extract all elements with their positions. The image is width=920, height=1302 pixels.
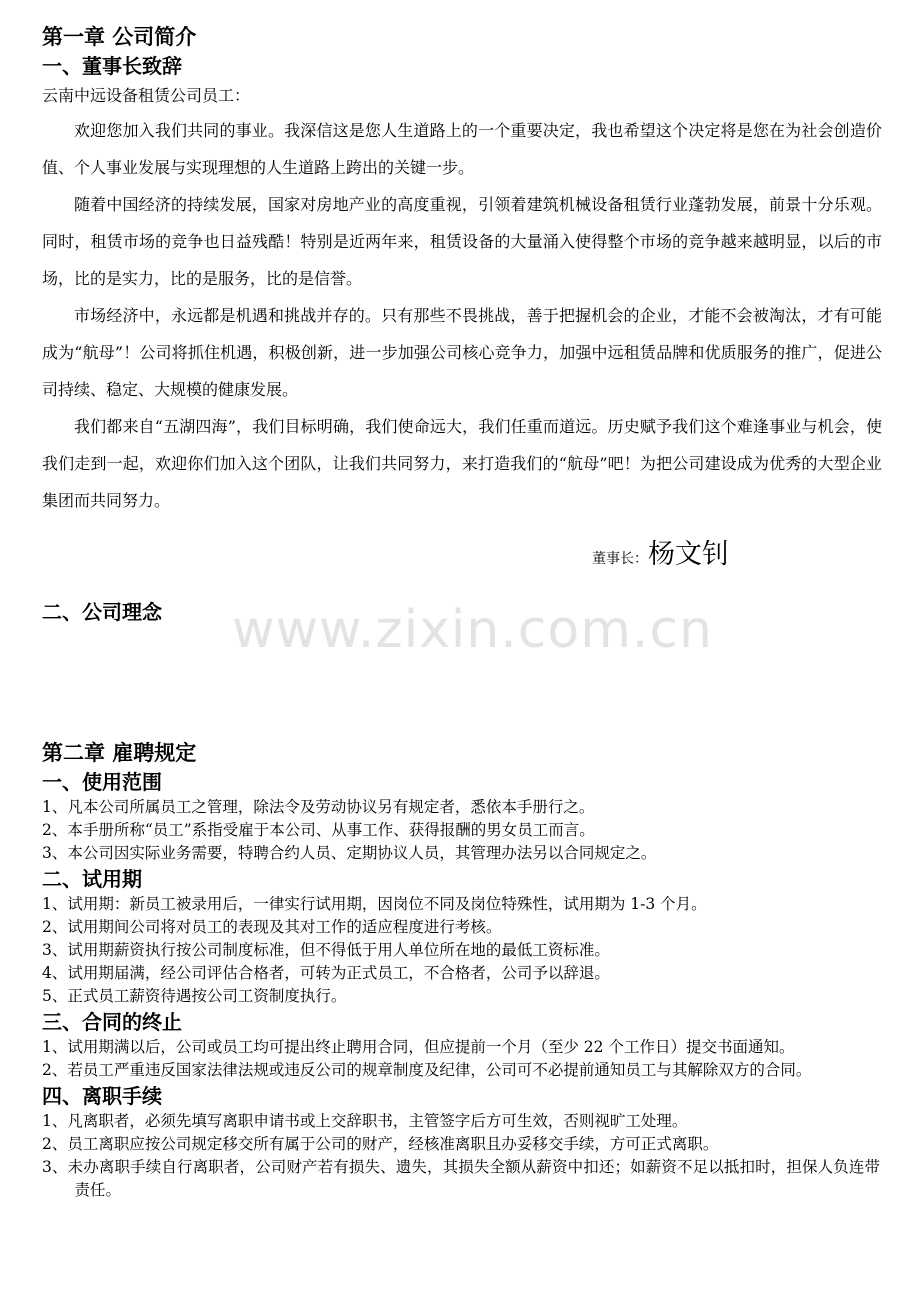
speech-paragraph-2: 随着中国经济的持续发展，国家对房地产业的高度重视，引领着建筑机械设备租赁行业蓬勃发展，前景十分乐观。同时，租赁市场的竞争也日益残酷！特别是近两年来，租赁设备的大量涌入使得整个市场的竞争越来越明显，以后的市场，比的是实力，比的是服务，比的是信誉。 bbox=[42, 195, 882, 288]
speech-paragraph-1: 欢迎您加入我们共同的事业。我深信这是您人生道路上的一个重要决定，我也希望这个决定将是您在为社会创造价值、个人事业发展与实现理想的人生道路上跨出的关键一步。 bbox=[42, 121, 882, 177]
company-philosophy-heading: 二、公司理念 bbox=[42, 600, 162, 624]
speech-paragraph-3: 市场经济中，永远都是机遇和挑战并存的。只有那些不畏挑战，善于把握机会的企业，才能不会被淘汰，才有可能成为“航母”！公司将抓住机遇，积极创新，进一步加强公司核心竞争力，加强中远租赁品牌和优质服务的推广，促进公司持续、稳定、大规模的健康发展。 bbox=[42, 306, 882, 399]
list-item: 4、试用期届满，经公司评估合格者，可转为正式员工，不合格者，公司予以辞退。 bbox=[42, 964, 610, 982]
signature-label: 董事长： bbox=[592, 551, 648, 567]
list-item: 5、正式员工薪资待遇按公司工资制度执行。 bbox=[42, 987, 347, 1005]
list-item: 2、本手册所称“员工”系指受雇于本公司、从事工作、获得报酬的男女员工而言。 bbox=[42, 821, 595, 839]
chapter-1-title: 第一章 公司简介 bbox=[42, 25, 197, 49]
list-item: 1、凡离职者，必须先填写离职申请书或上交辞职书，主管签字后方可生效，否则视旷工处理。 bbox=[42, 1112, 688, 1130]
contract-termination-heading: 三、合同的终止 bbox=[42, 1010, 182, 1034]
list-item: 3、本公司因实际业务需要，特聘合约人员、定期协议人员，其管理办法另以合同规定之。 bbox=[42, 844, 657, 862]
list-item: 2、若员工严重违反国家法律法规或违反公司的规章制度及纪律，公司可不必提前通知员工与其解除双方的合同。 bbox=[42, 1061, 812, 1079]
chapter-1 bbox=[42, 22, 882, 519]
list-item: 1、试用期：新员工被录用后，一律实行试用期，因岗位不同及岗位特殊性，试用期为 1-3 个月。 bbox=[42, 895, 707, 913]
chairman-speech-heading: 一、董事长致辞 bbox=[42, 54, 182, 78]
probation-list bbox=[42, 893, 880, 1008]
chapter-2-title: 第二章 雇聘规定 bbox=[42, 741, 197, 765]
resignation-procedure-list bbox=[42, 1110, 880, 1202]
scope-heading: 一、使用范围 bbox=[42, 770, 162, 794]
signature bbox=[592, 532, 729, 571]
resignation-procedure-heading: 四、离职手续 bbox=[42, 1084, 162, 1108]
list-item: 1、凡本公司所属员工之管理，除法令及劳动协议另有规定者，悉依本手册行之。 bbox=[42, 798, 595, 816]
signature-name: 杨文钊 bbox=[648, 539, 729, 570]
speech-paragraph-4: 我们都来自“五湖四海”，我们目标明确，我们使命远大，我们任重而道远。历史赋予我们这个难逢事业与机会，使我们走到一起，欢迎你们加入这个团队，让我们共同努力，来打造我们的“航母”吧！为把公司建设成为优秀的大型企业集团而共同努力。 bbox=[42, 417, 882, 510]
list-item: 2、试用期间公司将对员工的表现及其对工作的适应程度进行考核。 bbox=[42, 918, 502, 936]
scope-list bbox=[42, 796, 880, 865]
watermark: www.zixin.com.cn bbox=[232, 600, 713, 660]
chapter-2 bbox=[42, 738, 880, 1202]
list-item: 3、试用期薪资执行按公司制度标准，但不得低于用人单位所在地的最低工资标准。 bbox=[42, 941, 610, 959]
probation-heading: 二、试用期 bbox=[42, 867, 142, 891]
contract-termination-list bbox=[42, 1036, 880, 1082]
list-item: 3、未办离职手续自行离职者，公司财产若有损失、遗失，其损失全额从薪资中扣还；如薪资不足以抵扣时，担保人负连带责任。 bbox=[42, 1158, 880, 1199]
salutation: 云南中远设备租赁公司员工： bbox=[42, 86, 251, 105]
list-item: 1、试用期满以后，公司或员工均可提出终止聘用合同，但应提前一个月（至少 22 个工作日）提交书面通知。 bbox=[42, 1038, 795, 1056]
list-item: 2、员工离职应按公司规定移交所有属于公司的财产，经核准离职且办妥移交手续，方可正式离职。 bbox=[42, 1135, 719, 1153]
